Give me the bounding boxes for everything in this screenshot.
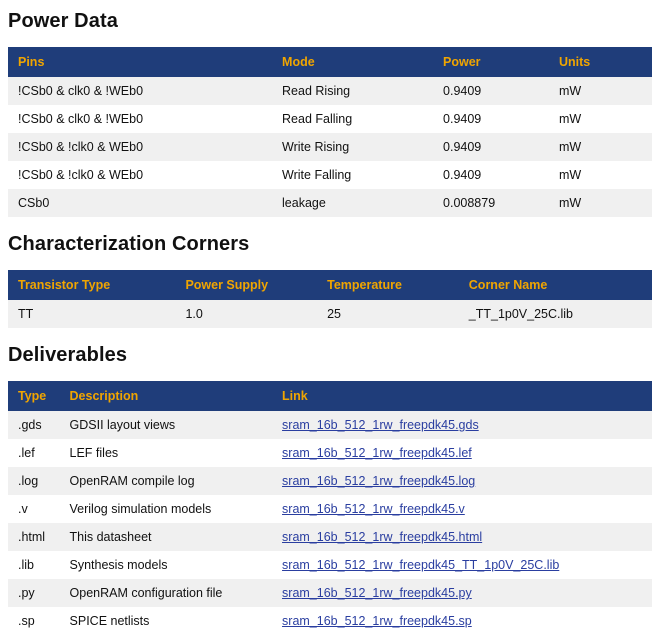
column-header-temperature: Temperature bbox=[317, 270, 459, 300]
deliverable-link[interactable]: sram_16b_512_1rw_freepdk45.sp bbox=[282, 614, 472, 628]
deliverable-link[interactable]: sram_16b_512_1rw_freepdk45_TT_1p0V_25C.lib bbox=[282, 558, 560, 572]
deliverables-table-head bbox=[8, 381, 652, 411]
column-header-transistor-type: Transistor Type bbox=[8, 270, 175, 300]
cell-power-supply: 1.0 bbox=[185, 307, 203, 321]
table-header-row bbox=[8, 270, 652, 300]
cell-transistor-type: TT bbox=[18, 307, 34, 321]
cell-pins: !CSb0 & !clk0 & WEb0 bbox=[18, 140, 144, 154]
deliverable-link[interactable]: sram_16b_512_1rw_freepdk45.log bbox=[282, 474, 476, 488]
column-header-corner-name: Corner Name bbox=[459, 270, 652, 300]
column-header-type: Type bbox=[8, 381, 60, 411]
cell-type: .log bbox=[18, 474, 39, 488]
cell-type: .v bbox=[18, 502, 28, 516]
table-row bbox=[8, 523, 652, 551]
cell-description: GDSII layout views bbox=[69, 418, 176, 432]
deliverable-link[interactable]: sram_16b_512_1rw_freepdk45.gds bbox=[282, 418, 479, 432]
cell-pins: !CSb0 & clk0 & !WEb0 bbox=[18, 84, 144, 98]
table-row bbox=[8, 579, 652, 607]
cell-mode: Read Rising bbox=[282, 84, 351, 98]
column-header-power: Power bbox=[433, 47, 549, 77]
cell-link bbox=[272, 579, 652, 607]
cell-description: This datasheet bbox=[69, 530, 152, 544]
cell-units: mW bbox=[558, 168, 582, 182]
column-header-units: Units bbox=[549, 47, 652, 77]
cell-type: .lef bbox=[18, 446, 35, 460]
cell-units: mW bbox=[558, 84, 582, 98]
cell-power: 0.9409 bbox=[443, 84, 482, 98]
power-data-table-head bbox=[8, 47, 652, 77]
page-title-characterization-corners: Characterization Corners bbox=[8, 233, 250, 255]
cell-mode: Write Rising bbox=[282, 140, 350, 154]
power-data-table-body bbox=[8, 77, 652, 217]
cell-corner-name: _TT_1p0V_25C.lib bbox=[468, 307, 574, 321]
cell-pins: !CSb0 & clk0 & !WEb0 bbox=[18, 112, 144, 126]
table-header-row bbox=[8, 381, 652, 411]
table-row bbox=[8, 105, 652, 133]
cell-type: .py bbox=[18, 586, 35, 600]
cell-power: 0.9409 bbox=[443, 112, 482, 126]
deliverable-link[interactable]: sram_16b_512_1rw_freepdk45.v bbox=[282, 502, 465, 516]
cell-units: mW bbox=[558, 196, 582, 210]
cell-link bbox=[272, 439, 652, 467]
cell-mode: Write Falling bbox=[282, 168, 352, 182]
deliverables-table-body bbox=[8, 411, 652, 635]
corners-table-body bbox=[8, 300, 652, 328]
cell-link bbox=[272, 551, 652, 579]
cell-units: mW bbox=[558, 140, 582, 154]
cell-type: .sp bbox=[18, 614, 35, 628]
cell-pins: !CSb0 & !clk0 & WEb0 bbox=[18, 168, 144, 182]
cell-type: .html bbox=[18, 530, 46, 544]
corners-table-head bbox=[8, 270, 652, 300]
cell-description: SPICE netlists bbox=[69, 614, 150, 628]
cell-description: OpenRAM configuration file bbox=[69, 586, 223, 600]
column-header-link: Link bbox=[272, 381, 652, 411]
column-header-power-supply: Power Supply bbox=[175, 270, 317, 300]
column-header-pins: Pins bbox=[8, 47, 272, 77]
table-row bbox=[8, 161, 652, 189]
table-row bbox=[8, 300, 652, 328]
cell-description: OpenRAM compile log bbox=[69, 474, 195, 488]
cell-description: Verilog simulation models bbox=[69, 502, 212, 516]
cell-power: 0.9409 bbox=[443, 168, 482, 182]
cell-link bbox=[272, 495, 652, 523]
deliverable-link[interactable]: sram_16b_512_1rw_freepdk45.lef bbox=[282, 446, 472, 460]
table-row bbox=[8, 133, 652, 161]
table-row bbox=[8, 411, 652, 439]
datasheet-page bbox=[0, 10, 660, 635]
cell-link bbox=[272, 467, 652, 495]
deliverables-table bbox=[8, 381, 652, 635]
cell-temperature: 25 bbox=[327, 307, 342, 321]
table-row bbox=[8, 189, 652, 217]
cell-link bbox=[272, 523, 652, 551]
cell-link bbox=[272, 411, 652, 439]
power-data-table bbox=[8, 47, 652, 217]
table-header-row bbox=[8, 47, 652, 77]
table-row bbox=[8, 551, 652, 579]
deliverable-link[interactable]: sram_16b_512_1rw_freepdk45.html bbox=[282, 530, 483, 544]
cell-description: LEF files bbox=[69, 446, 119, 460]
table-row bbox=[8, 439, 652, 467]
cell-mode: Read Falling bbox=[282, 112, 353, 126]
cell-type: .lib bbox=[18, 558, 34, 572]
table-row bbox=[8, 495, 652, 523]
column-header-mode: Mode bbox=[272, 47, 433, 77]
table-row bbox=[8, 77, 652, 105]
column-header-description: Description bbox=[60, 381, 273, 411]
page-title-power-data: Power Data bbox=[8, 10, 118, 32]
cell-pins: CSb0 bbox=[18, 196, 50, 210]
page-title-deliverables: Deliverables bbox=[8, 344, 128, 366]
cell-power: 0.9409 bbox=[443, 140, 482, 154]
cell-units: mW bbox=[558, 112, 582, 126]
cell-description: Synthesis models bbox=[69, 558, 168, 572]
characterization-corners-table bbox=[8, 270, 652, 328]
deliverable-link[interactable]: sram_16b_512_1rw_freepdk45.py bbox=[282, 586, 472, 600]
cell-type: .gds bbox=[18, 418, 42, 432]
cell-mode: leakage bbox=[282, 196, 326, 210]
table-row bbox=[8, 467, 652, 495]
cell-power: 0.008879 bbox=[443, 196, 496, 210]
